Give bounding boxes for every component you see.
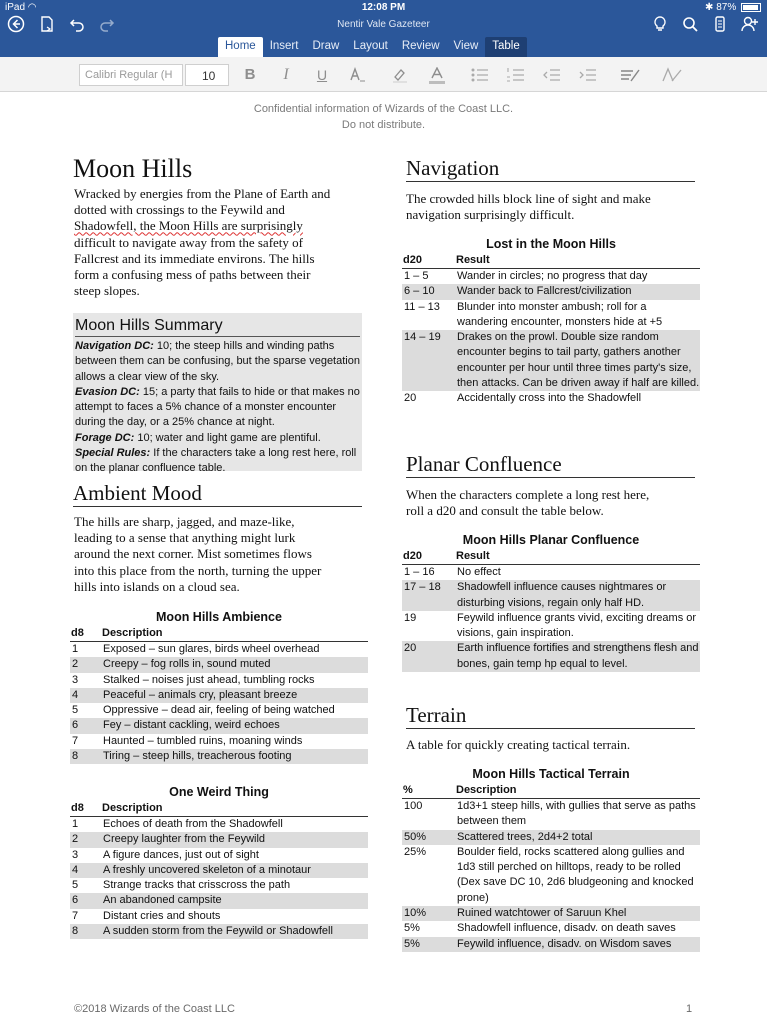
device-name: iPad — [5, 2, 26, 13]
bullets-icon[interactable] — [469, 65, 491, 85]
document-title: Nentir Vale Gazeteer — [337, 19, 430, 30]
terrain-table — [402, 767, 700, 952]
table-cell-key: 100 — [404, 800, 423, 812]
table-row — [70, 642, 368, 657]
table-cell-key: 4 — [72, 688, 79, 701]
special-rules-label: Special Rules: — [75, 447, 151, 460]
tab-insert[interactable]: Insert — [269, 40, 299, 52]
para-line: Fallcrest and its immediate environs. The hills — [74, 250, 315, 266]
highlighter-icon[interactable] — [389, 65, 411, 85]
ambient-mood-heading: Ambient Mood — [73, 481, 202, 505]
header-description: Description — [102, 802, 163, 814]
table-cell-key: 5 — [72, 704, 79, 717]
table-row — [70, 848, 368, 863]
table-cell-text: Distant cries and shouts — [103, 909, 221, 922]
header-description: Description — [102, 627, 163, 639]
table-header — [70, 627, 368, 642]
table-cell-key: 7 — [72, 909, 79, 922]
para-line: A table for quickly creating tactical terrain. — [406, 737, 631, 752]
table-cell-key: 6 — [72, 719, 79, 732]
share-person-icon[interactable] — [740, 15, 760, 35]
table-row — [70, 924, 368, 939]
table-cell-text: A figure dances, just out of sight — [103, 848, 259, 861]
redo-icon[interactable] — [97, 15, 117, 35]
table-cell-text: A freshly uncovered skeleton of a minotaur — [103, 863, 311, 876]
para-line: The hills are sharp, jagged, and maze-like, — [74, 514, 295, 529]
para-line: The crowded hills block line of sight and make — [406, 191, 651, 206]
battery-icon — [741, 3, 761, 12]
table-cell-text: No effect — [457, 566, 501, 578]
table-cell-key: 14 – 19 — [404, 331, 441, 344]
table-cell-text: Exposed – sun glares, birds wheel overhead — [103, 643, 320, 655]
table-row — [402, 300, 700, 331]
table-row — [402, 921, 700, 936]
para-line: roll a d20 and consult the table below. — [406, 503, 604, 519]
table-cell-text: Haunted – tumbled ruins, moaning winds — [103, 734, 303, 747]
table-cell-key: 3 — [72, 673, 79, 686]
table-cell-key: 50% — [404, 830, 427, 843]
table-row — [70, 657, 368, 672]
table-row — [402, 799, 700, 830]
table-cell-text: Feywild influence grants vivid, exciting dreams or visions, gain inspiration. — [457, 611, 697, 640]
table-row — [70, 718, 368, 733]
decrease-indent-icon[interactable] — [541, 65, 563, 85]
para-line: dotted with crossings to the Feywild and — [74, 202, 285, 218]
table-cell-text: Scattered trees, 2d4+2 total — [457, 830, 593, 843]
tab-home[interactable]: Home — [218, 37, 263, 57]
styles-icon[interactable] — [619, 65, 641, 85]
table-cell-key: 2 — [72, 833, 79, 846]
table-cell-key: 10% — [404, 907, 427, 920]
table-cell-text: Oppressive – dead air, feeling of being watched — [103, 704, 335, 717]
para-line: into this place from the north, turning the upper — [74, 562, 322, 578]
nav-dc-text: 10; the steep hills and winding paths between them can be confusing, but the sparse vegetation allows a clear view of the sky. — [75, 340, 360, 383]
table-body — [70, 817, 368, 939]
tab-table[interactable]: Table — [485, 37, 527, 57]
table-cell-text: Fey – distant cackling, weird echoes — [103, 719, 280, 732]
tab-draw[interactable]: Draw — [312, 40, 340, 52]
table-body — [402, 269, 700, 407]
wifi-icon: ◠ — [27, 2, 37, 13]
search-icon[interactable] — [680, 15, 700, 35]
table-cell-text: Ruined watchtower of Saruun Khel — [457, 907, 627, 920]
table-row — [402, 565, 700, 580]
table-row — [402, 580, 700, 611]
undo-icon[interactable] — [67, 15, 87, 35]
lightbulb-icon[interactable] — [650, 15, 670, 35]
table-row — [402, 906, 700, 921]
table-cell-key: 4 — [72, 863, 79, 876]
para-line: steep slopes. — [74, 283, 140, 299]
table-cell-key: 5 — [72, 879, 79, 892]
moon-hills-paragraph — [74, 186, 374, 299]
table-header — [402, 254, 700, 269]
table-row — [402, 830, 700, 845]
para-line: difficult to navigate away from the safety of — [74, 234, 303, 250]
table-row — [70, 734, 368, 749]
status-bar — [0, 0, 767, 16]
table-cell-text: Tiring – steep hills, treacherous footing — [103, 750, 292, 763]
table-cell-key: 20 — [404, 642, 417, 655]
ambient-paragraph — [74, 514, 374, 595]
table-row — [70, 863, 368, 878]
table-cell-text: An abandoned campsite — [103, 894, 222, 907]
font-name-field[interactable]: Calibri Regular (H — [79, 64, 183, 86]
nav-dc-label: Navigation DC: — [75, 340, 154, 352]
back-icon[interactable] — [6, 15, 26, 35]
table-cell-text: Shadowfell influence causes nightmares or disturbing visions, regain only half HD. — [457, 581, 667, 609]
table-cell-key: 20 — [404, 392, 417, 405]
table-cell-text: Creepy laughter from the Feywild — [103, 833, 266, 846]
table-cell-text: 1d3+1 steep hills, with gullies that serve as paths between them — [457, 800, 696, 828]
table-row — [402, 641, 700, 672]
header-description: Description — [456, 784, 517, 796]
para-line: When the characters complete a long rest here, — [406, 487, 650, 502]
table-row — [402, 330, 700, 391]
clear-formatting-icon[interactable] — [661, 65, 683, 85]
status-right — [705, 2, 761, 13]
table-cell-key: 11 – 13 — [404, 300, 440, 313]
para-line: form a confusing mess of paths between their — [74, 267, 311, 283]
header-result: Result — [456, 550, 490, 562]
table-row — [70, 878, 368, 893]
page-number: 1 — [686, 1003, 693, 1015]
forage-dc-label: Forage DC: — [75, 431, 135, 444]
table-row — [70, 817, 368, 832]
table-cell-key: 1 — [72, 643, 79, 655]
header-d8: d8 — [71, 802, 84, 814]
table-cell-text: Peaceful – animals cry, pleasant breeze — [103, 688, 298, 701]
battery-percent: 87% — [716, 2, 737, 13]
document-menu-icon[interactable] — [37, 15, 57, 35]
table-title: Moon Hills Ambience — [156, 610, 282, 624]
table-cell-text: Echoes of death from the Shadowfell — [103, 818, 283, 830]
terrain-heading: Terrain — [406, 703, 467, 727]
table-row — [70, 703, 368, 718]
table-cell-key: 8 — [72, 925, 79, 938]
summary-text — [75, 339, 360, 477]
font-color-icon[interactable] — [426, 65, 448, 85]
table-cell-text: Strange tracks that crisscross the path — [103, 879, 291, 892]
heading-rule — [406, 728, 695, 729]
planar-paragraph — [406, 487, 706, 519]
table-header — [70, 802, 368, 817]
ribbon-tabs — [218, 37, 527, 57]
table-cell-text: Wander in circles; no progress that day — [457, 270, 648, 282]
heading-rule — [406, 477, 695, 478]
forage-dc-text: 10; water and light game are plentiful. — [134, 431, 321, 444]
home-toolbar — [0, 57, 767, 92]
font-size-field[interactable]: 10 — [185, 64, 229, 86]
table-cell-key: 2 — [72, 658, 79, 671]
confidential-header — [0, 101, 767, 133]
terrain-paragraph — [406, 737, 706, 753]
table-cell-key: 3 — [72, 848, 79, 861]
header-percent: % — [403, 784, 413, 796]
status-time: 12:08 PM — [361, 2, 406, 13]
table-cell-text: Creepy – fog rolls in, sound muted — [103, 658, 271, 671]
table-cell-text: Stalked – noises just ahead, tumbling rocks — [103, 673, 315, 686]
table-row — [70, 673, 368, 688]
table-header — [402, 784, 700, 799]
table-cell-text: A sudden storm from the Feywild or Shadowfell — [103, 925, 333, 938]
table-cell-key: 1 – 16 — [404, 566, 435, 578]
para-line: Shadowfell, the Moon Hills are surprisingly — [74, 218, 303, 234]
table-title: Moon Hills Planar Confluence — [462, 533, 640, 547]
table-row — [70, 832, 368, 847]
navigation-heading: Navigation — [406, 156, 500, 180]
table-row — [70, 749, 368, 764]
table-title: Lost in the Moon Hills — [486, 237, 616, 251]
table-cell-key: 6 – 10 — [404, 285, 435, 298]
para-line: around the next corner. Mist sometimes flows — [74, 546, 312, 562]
planar-confluence-heading: Planar Confluence — [406, 452, 562, 476]
text-effects-icon[interactable] — [347, 65, 369, 85]
evasion-dc-label: Evasion DC: — [75, 385, 140, 398]
confidential-line-1: Confidential information of Wizards of the Coast LLC. — [253, 103, 514, 115]
table-body — [402, 799, 700, 952]
tab-review[interactable]: Review — [401, 40, 440, 52]
copyright-footer: ©2018 Wizards of the Coast LLC — [74, 1003, 235, 1015]
table-cell-text: Wander back to Fallcrest/civilization — [457, 285, 632, 298]
table-cell-key: 5% — [404, 937, 420, 950]
heading-rule — [73, 506, 362, 507]
table-row — [402, 845, 700, 906]
weird-thing-table — [70, 785, 368, 939]
table-cell-key: 1 – 5 — [404, 270, 429, 282]
table-row — [402, 269, 700, 284]
table-row — [402, 391, 700, 406]
table-cell-key: 7 — [72, 734, 79, 747]
table-cell-text: Feywild influence, disadv. on Wisdom saves — [457, 937, 672, 950]
moon-hills-summary-box — [73, 313, 362, 475]
para-line: leading to a sense that anything might lurk — [74, 530, 296, 546]
para-line: Wracked by energies from the Plane of Earth and — [74, 186, 331, 201]
header-d20: d20 — [403, 550, 422, 562]
heading-rule — [406, 181, 695, 182]
confidential-line-2: Do not distribute. — [341, 119, 426, 131]
table-cell-key: 1 — [72, 818, 79, 830]
table-title: Moon Hills Tactical Terrain — [472, 767, 630, 781]
mobile-view-icon[interactable] — [710, 15, 730, 35]
table-title: One Weird Thing — [169, 785, 269, 799]
tab-view[interactable]: View — [453, 40, 479, 52]
table-cell-key: 8 — [72, 750, 79, 763]
table-row — [70, 909, 368, 924]
moon-hills-heading: Moon Hills — [73, 154, 193, 183]
table-cell-key: 6 — [72, 894, 79, 907]
table-cell-key: 17 – 18 — [404, 581, 441, 594]
bold-button[interactable]: B — [244, 66, 256, 83]
planar-table — [402, 533, 700, 672]
table-row — [70, 688, 368, 703]
italic-button[interactable]: I — [283, 66, 289, 83]
table-row — [70, 893, 368, 908]
table-cell-key: 25% — [404, 845, 427, 858]
table-cell-text: Boulder field, rocks scattered along gullies and 1d3 still perched on hilltops, ready to be rolled (Dex save DC 10, 2d6 bludgeoning and knocked prone) — [457, 845, 694, 904]
header-result: Result — [456, 254, 490, 266]
table-row — [402, 284, 700, 299]
table-row — [402, 611, 700, 642]
ambience-table — [70, 610, 368, 764]
table-cell-key: 19 — [404, 611, 417, 624]
bluetooth-icon: ✱ — [705, 2, 714, 13]
increase-indent-icon[interactable] — [577, 65, 599, 85]
header-d20: d20 — [403, 254, 422, 266]
underline-button[interactable]: U — [316, 67, 328, 83]
header-d8: d8 — [71, 627, 84, 639]
table-row — [402, 937, 700, 952]
tab-layout[interactable]: Layout — [353, 40, 388, 52]
table-cell-text: Drakes on the prowl. Double size random encounter begins to tail party, gathers another encounter per hour until three times party's size, then attacks. Can be driven away if half are killed. — [457, 331, 700, 390]
ribbon-header — [0, 0, 767, 57]
table-cell-text: Earth influence fortifies and strengthens flesh and bones, gain temp hp equal to level. — [457, 642, 699, 670]
table-body — [70, 642, 368, 764]
table-header — [402, 550, 700, 565]
evasion-dc-text: 15; a party that fails to hide or that makes no attempt to faces a 5% chance of a monster encounter during the day, or a 25% chance at night. — [75, 385, 360, 429]
table-body — [402, 565, 700, 672]
summary-title: Moon Hills Summary — [75, 317, 360, 337]
para-line: navigation surprisingly difficult. — [406, 207, 575, 223]
table-cell-text: Accidentally cross into the Shadowfell — [457, 392, 642, 405]
numbering-icon[interactable] — [505, 65, 527, 85]
special-rules-text: If the characters take a long rest here, roll on the planar confluence table. — [75, 447, 357, 475]
table-cell-text: Shadowfell influence, disadv. on death saves — [457, 922, 676, 935]
document-page[interactable] — [0, 92, 767, 1024]
table-cell-key: 5% — [404, 922, 420, 935]
lost-table — [402, 237, 700, 407]
table-cell-text: Blunder into monster ambush; roll for a wandering encounter, monsters hide at +5 — [457, 300, 663, 328]
navigation-paragraph — [406, 191, 706, 223]
para-line: hills into islands on a cloud sea. — [74, 578, 240, 594]
